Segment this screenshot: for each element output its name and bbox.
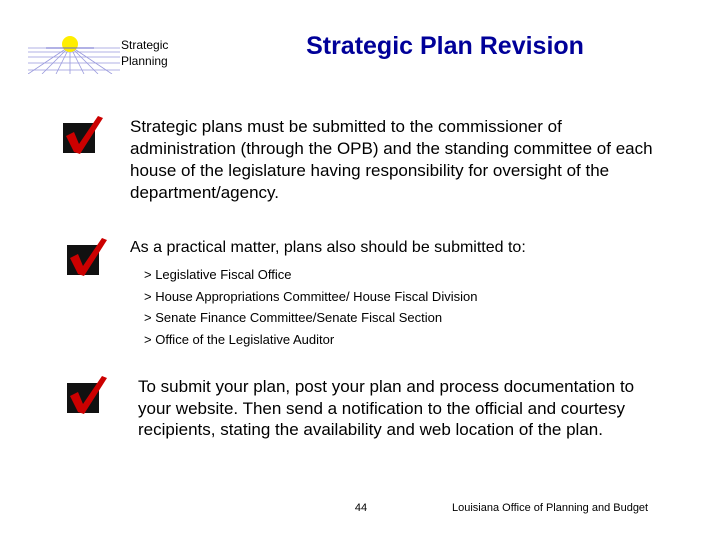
footer-organization: Louisiana Office of Planning and Budget [452,502,649,514]
bullet-text-2: As a practical matter, plans also should be submitted to: [130,239,526,256]
logo-text-line2: Planning [121,54,168,68]
list-item: > Senate Finance Committee/Senate Fiscal Section [144,310,443,325]
recipient-list [144,264,664,350]
logo-text-line1: Strategic [121,38,169,52]
strategic-planning-logo-icon [28,34,120,74]
bullet-text-3: To submit your plan, post your plan and process documentation to your website. Then send a notification to the official and courtesy recipients, stating the availability and web location of the plan. [138,377,635,439]
page-number: 44 [354,502,368,514]
slide-title: Strategic Plan Revision [306,32,584,60]
logo-text [121,37,168,69]
list-item: > Legislative Fiscal Office [144,267,292,282]
bullet-text-1: Strategic plans must be submitted to the commissioner of administration (through the OPB) and the standing committee of each house of the legislature having responsibility for oversight of the department/agency. [130,117,653,202]
checkmark-icon [60,114,104,156]
checkmark-icon [64,236,108,278]
list-item: > Office of the Legislative Auditor [144,331,335,347]
checkmark-icon [64,374,108,416]
list-item: > House Appropriations Committee/ House Fiscal Division [144,288,478,304]
